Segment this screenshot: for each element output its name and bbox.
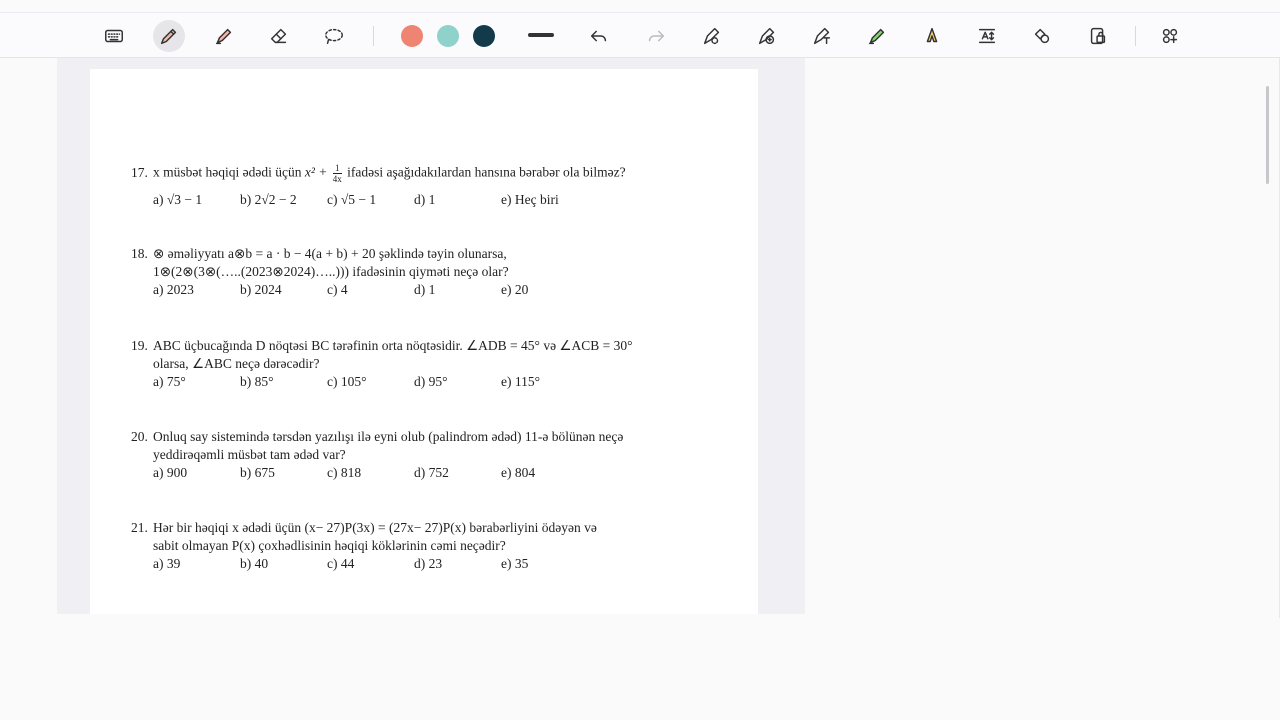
option-a: a) 75° [153,374,186,389]
option-b: b) 2024 [240,282,282,297]
answer-options [131,555,597,573]
option-e: e) 20 [501,282,529,297]
answer-options [131,191,626,209]
thickness-selector[interactable] [528,33,554,37]
ink-to-math-icon[interactable] [751,20,783,52]
fraction-denominator: 4x [332,174,342,184]
keyboard-icon[interactable] [98,20,130,52]
more-tools-icon[interactable] [1154,20,1186,52]
option-a: a) √3 − 1 [153,192,203,207]
question-17 [131,163,626,209]
option-a: a) 39 [153,556,181,571]
question-text-line2: sabit olmayan P(x) çoxhədlisinin həqiqi köklərinin cəmi neçədir? [153,538,506,553]
question-number: 20. [131,429,148,444]
shapes-icon[interactable] [1026,20,1058,52]
text-spacing-icon[interactable] [971,20,1003,52]
option-d: d) 23 [414,556,443,571]
question-text-line2: olarsa, ∠ABC neçə dərəcədir? [153,356,320,371]
ink-replay-icon[interactable] [916,20,948,52]
question-number: 17. [131,164,148,180]
eraser-icon[interactable] [263,20,295,52]
question-text-line1: Hər bir həqiqi x ədədi üçün (x− 27)P(3x) = (27x− 27)P(x) bərabərliyini ödəyən və [153,520,597,535]
fraction-numerator: 1 [333,163,342,174]
option-b: b) 85° [240,374,274,389]
ink-toolbar [0,12,1280,58]
option-a: a) 900 [153,465,188,480]
option-c: c) 4 [327,282,348,297]
undo-icon[interactable] [583,20,615,52]
option-b: b) 675 [240,465,275,480]
answer-options [131,373,633,391]
option-c: c) 105° [327,374,367,389]
question-20 [131,428,623,482]
option-b: b) 2√2 − 2 [240,192,297,207]
lasso-select-icon[interactable] [318,20,350,52]
question-18 [131,245,529,299]
question-21 [131,519,597,573]
ink-to-text-icon[interactable] [806,20,838,52]
lock-icon[interactable] [1082,20,1114,52]
ink-to-shape-icon[interactable] [696,20,728,52]
redo-icon[interactable] [640,20,672,52]
option-d: d) 752 [414,465,449,480]
question-text-line2: yeddirəqəmli müsbət tam ədəd var? [153,447,346,462]
option-e: e) Heç biri [501,192,559,207]
question-19 [131,337,633,391]
color-swatch-teal[interactable] [437,25,459,47]
question-number: 19. [131,338,148,353]
question-text-line1: Onluq say sistemində tərsdən yazılışı ilə eyni olub (palindrom ədəd) 11-ə bölünən neçə [153,429,624,444]
option-e: e) 115° [501,374,541,389]
question-text-line1: ⊗ əməliyyatı a⊗b = a · b − 4(a + b) + 20 şəklində təyin olunarsa, [153,246,507,261]
option-a: a) 2023 [153,282,194,297]
fraction [333,163,342,184]
option-c: c) 818 [327,465,362,480]
color-swatch-navy[interactable] [473,25,495,47]
toolbar-divider [1135,26,1136,46]
option-d: d) 95° [414,374,448,389]
question-text: x müsbət həqiqi ədədi üçün [153,164,305,180]
question-number: 21. [131,520,148,535]
option-c: c) 44 [327,556,355,571]
question-text-line2: 1⊗(2⊗(3⊗(…..(2023⊗2024)…..))) ifadəsinin qiyməti neçə olar? [153,264,509,279]
math-expression: x² + [304,164,331,180]
option-b: b) 40 [240,556,269,571]
green-marker-icon[interactable] [861,20,893,52]
option-d: d) 1 [414,192,436,207]
question-text-line1: ABC üçbucağında D nöqtəsi BC tərəfinin orta nöqtəsidir. ∠ADB = 45° və ∠ACB = 30° [153,338,633,353]
pen-icon[interactable] [153,20,185,52]
option-e: e) 804 [501,465,536,480]
answer-options [131,281,529,299]
option-c: c) √5 − 1 [327,192,377,207]
color-swatch-coral[interactable] [401,25,423,47]
toolbar-divider [373,26,374,46]
question-number: 18. [131,246,148,261]
option-e: e) 35 [501,556,529,571]
question-text: ifadəsi aşağıdakılardan hansına bərabər ola bilməz? [343,164,626,180]
answer-options [131,464,623,482]
highlighter-icon[interactable] [208,20,240,52]
vertical-scrollbar[interactable] [1266,86,1269,184]
option-d: d) 1 [414,282,436,297]
